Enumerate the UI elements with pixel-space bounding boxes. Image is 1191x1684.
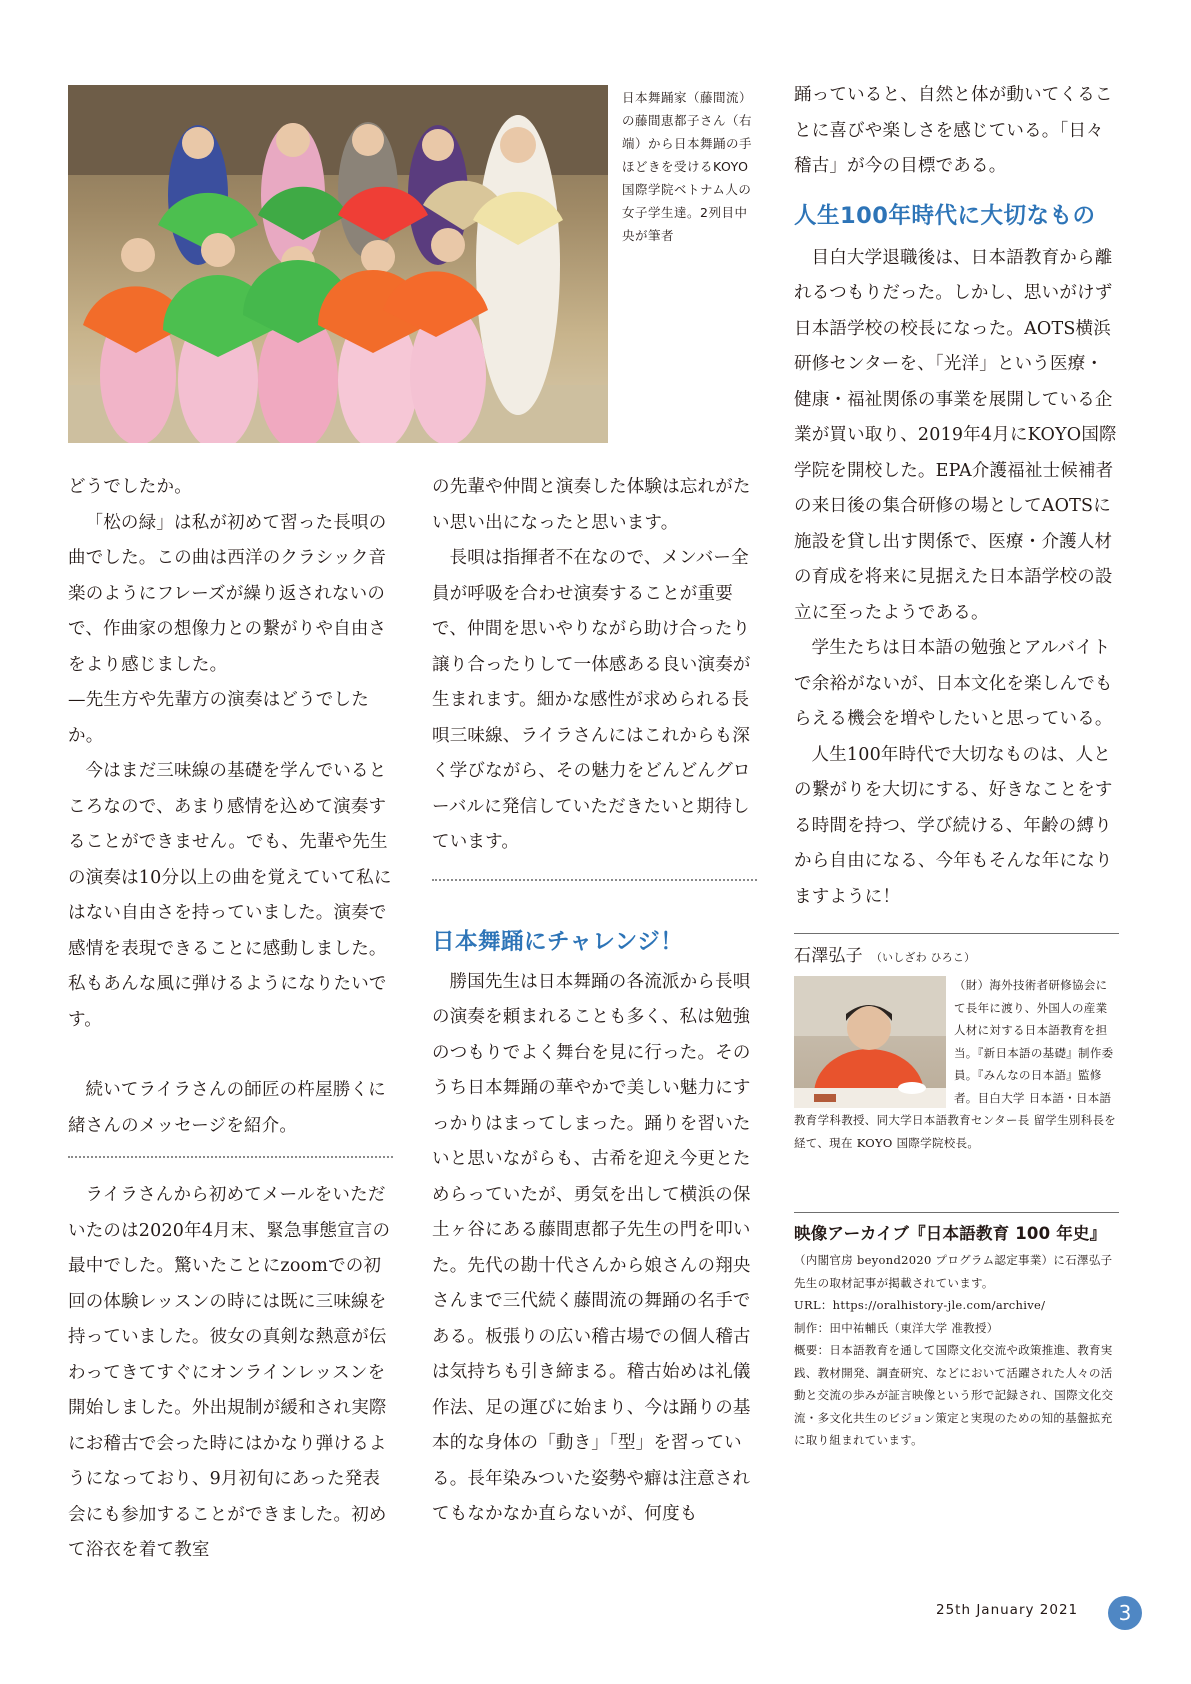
column-2 — [432, 470, 757, 1533]
col1-paragraph-4: 今はまだ三味線の基礎を学んでいるところなので、あまり感情を込めて演奏することができません。でも、先輩や先生の演奏は10分以上の曲を覚えていて私にはない自由さを持っていました。演奏で感情を表現できることに感動しました。私もあんな風に弾けるようになりたいです。 — [68, 761, 392, 1030]
author-name-line — [794, 940, 1119, 974]
archive-summary: 概要：日本語教育を通して国際文化交流や政策推進、教育実践、教材開発、調査研究、などにおいて活躍された人々の活動と交流の歩みが証言映像という形で記録され、国際文化交流・多文化共生のビジョン策定と実現のための知的基盤拡充に取り組まれています。 — [794, 1343, 1114, 1447]
dotted-divider — [68, 1156, 393, 1158]
col1-paragraph-2: 「松の緑」は私が初めて習った長唄の曲でした。この曲は西洋のクラシック音楽のようにフレーズが繰り返されないので、作曲家の想像力との繋がりや自由さをより感じました。 — [68, 512, 387, 675]
col1-paragraph-6: ライラさんから初めてメールをいただいたのは2020年4月末、緊急事態宣言の最中でした。驚いたことにzoomでの初回の体験レッスンの時には既に三味線を持っていました。彼女の真剣な熱意が伝わってきてすぐにオンラインレッスンを開始しました。外出規制が緩和され実際にお稽古で会った時にはかなり弾けるようになっており、9月初旬にあった発表会にも参加することができました。初めて浴衣を着て教室 — [68, 1185, 391, 1560]
author-profile — [794, 974, 1119, 1194]
archive-url[interactable]: URL：https://oralhistory-jle.com/archive/ — [794, 1298, 1046, 1312]
group-photo-illustration — [68, 85, 608, 443]
col1-question: —先生方や先輩方の演奏はどうでしたか。 — [68, 690, 369, 746]
archive-title: 映像アーカイブ『日本語教育 100 年史』 — [794, 1224, 1107, 1243]
col1-spacer — [68, 1038, 393, 1073]
col3-paragraph-2: 目白大学退職後は、日本語教育から離れるつもりだった。しかし、思いがけず日本語学校の校長になった。AOTS横浜研修センターを、「光洋」という医療・健康・福祉関係の事業を展開している企業が買い取り、2019年4月にKOYO国際学院を開校した。EPA介護福祉士候補者の来日後の集合研修の場としてAOTSに施設を貸し出す関係で、医療・介護人材の育成を将来に見据えた日本語学校の設立に至ったようである。 — [794, 247, 1117, 623]
col3-paragraph-1: 踊っていると、自然と体が動いてくることに喜びや楽しさを感じている。「日々稽古」が今の目標である。 — [794, 85, 1113, 176]
section-heading-100-years: 人生100年時代に大切なもの — [794, 202, 1096, 229]
col2-paragraph-1: の先輩や仲間と演奏した体験は忘れがたい思い出になったと思います。 — [432, 477, 751, 533]
archive-line-1: （内閣官房 beyond2020 プログラム認定事業）に石澤弘子先生の取材記事が掲載されています。 — [794, 1253, 1113, 1290]
archive-divider — [794, 1212, 1119, 1213]
dotted-divider — [432, 879, 757, 881]
issue-date: 25th January 2021 — [936, 1602, 1079, 1618]
col1-paragraph-1: どうでしたか。 — [68, 477, 192, 497]
author-portrait-illustration — [794, 976, 946, 1108]
column-3 — [794, 78, 1119, 1452]
section-heading-dance: 日本舞踊にチャレンジ！ — [432, 928, 684, 955]
group-photo — [68, 85, 608, 443]
archive-production: 制作：田中祐輔氏（東洋大学 准教授） — [794, 1320, 999, 1335]
author-divider — [794, 933, 1119, 934]
col2-paragraph-2: 長唄は指揮者不在なので、メンバー全員が呼吸を合わせ演奏することが重要で、仲間を思いやりながら助け合ったり譲り合ったりして一体感ある良い演奏が生まれます。細かな感性が求められる長唄三味線、ライラさんにはこれからも深く学びながら、その魅力をどんどんグローバルに発信していただきたいと期待しています。 — [432, 548, 751, 852]
col3-paragraph-3: 学生たちは日本語の勉強とアルバイトで余裕がないが、日本文化を楽しんでもらえる機会を増やしたいと思っている。 — [794, 638, 1113, 729]
column-1 — [68, 470, 393, 1569]
photo-caption: 日本舞踊家（藤間流）の藤間恵都子さん（右端）から日本舞踊の手ほどきを受けるKOYO国際学院ベトナム人の女子学生達。2列目中央が筆者 — [622, 90, 753, 243]
author-portrait — [794, 976, 946, 1108]
col1-paragraph-5: 続いてライラさんの師匠の杵屋勝くに緒さんのメッセージを紹介。 — [68, 1080, 386, 1136]
col3-paragraph-4: 人生100年時代で大切なものは、人との繋がりを大切にする、好きなことをする時間を持つ、学び続ける、年齢の縛りから自由になる、今年もそんな年になりますように！ — [794, 744, 1113, 907]
author-reading: （いしざわ ひろこ） — [870, 951, 976, 964]
page-number-badge: 3 — [1108, 1596, 1142, 1630]
col2-paragraph-3: 勝国先生は日本舞踊の各流派から長唄の演奏を頼まれることも多く、私は勉強のつもりでよく舞台を見に行った。そのうち日本舞踊の華やかで美しい魅力にすっかりはまってしまった。踊りを習いたいと思いながらも、古希を迎え今更とためらっていたが、勇気を出して横浜の保土ヶ谷にある藤間恵都子先生の門を叩いた。先代の勘十代さんから娘さんの翔央さんまで三代続く藤間流の舞踊の名手である。板張りの広い稽古場での個人稽古は気持ちも引き締まる。稽古始めは礼儀作法、足の運びに始まり、今は踊りの基本的な身体の「動き」「型」を習っている。長年染みついた姿勢や癖は注意されてもなかなか直らないが、何度も — [432, 971, 751, 1524]
author-bio: （財）海外技術者研修協会にて長年に渡り、外国人の産業人材に対する日本語教育を担当。『新日本語の基礎』制作委員。『みんなの日本語』監修者。目白大学 日本語・日本語教育学科教授、同大学日本語教育センター長 留学生別科長を経て、現在 KOYO 国際学院校長。 — [794, 978, 1117, 1150]
author-name: 石澤弘子 — [794, 946, 863, 966]
